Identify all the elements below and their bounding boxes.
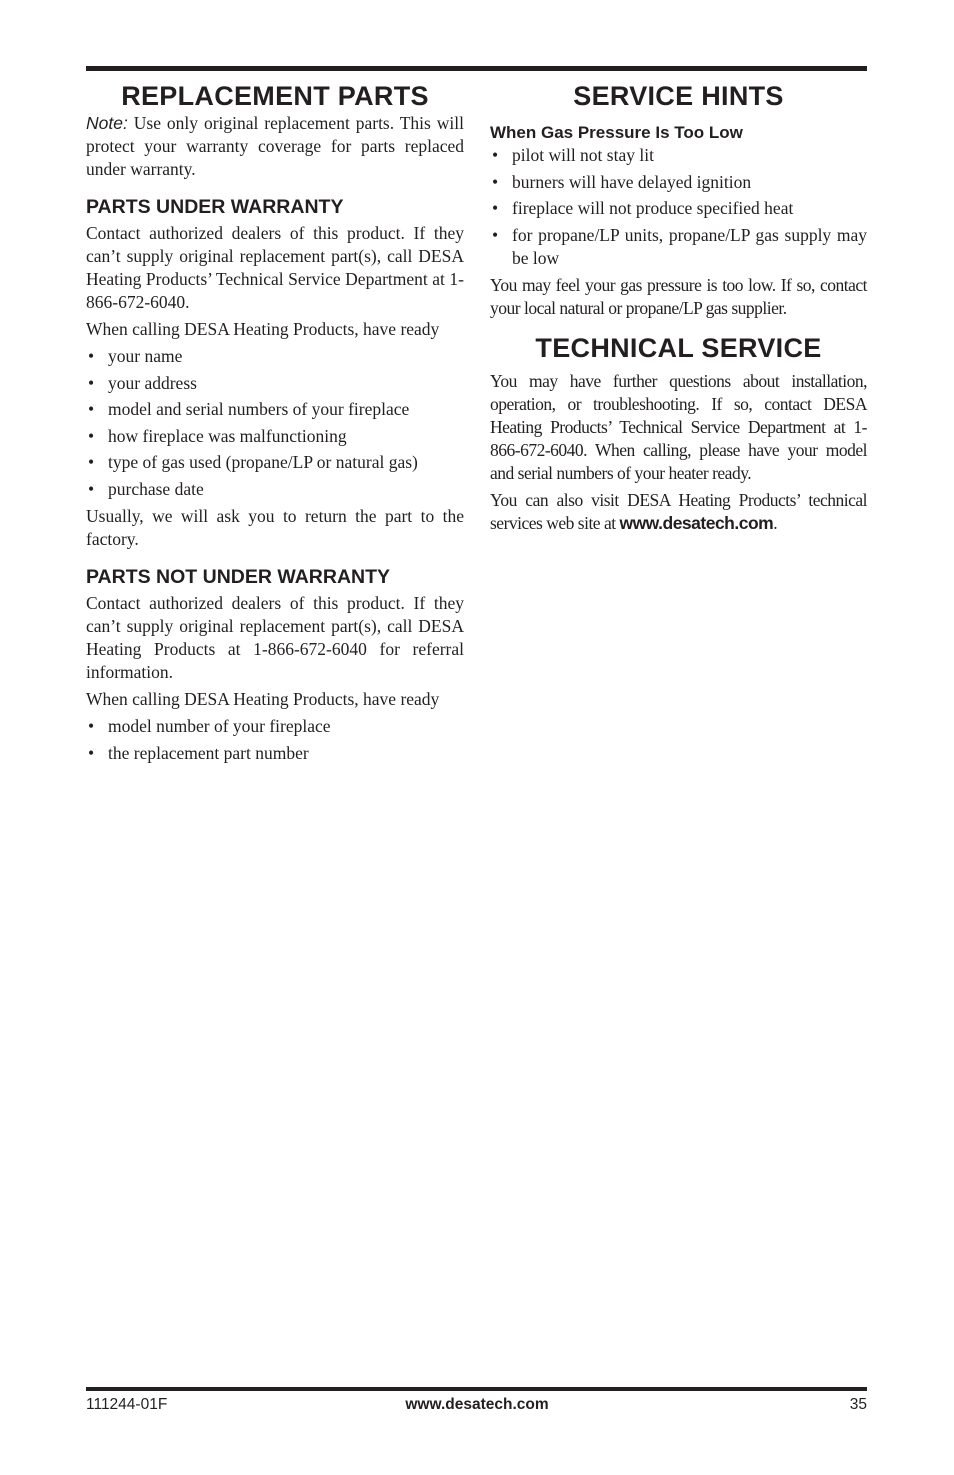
service-hints-title: SERVICE HINTS — [573, 81, 784, 111]
note-label: Note: — [86, 113, 128, 133]
list-item: • burners will have delayed ignition — [490, 171, 867, 194]
technical-service-para2 — [490, 489, 867, 535]
not-under-warranty-para1: Contact authorized dealers of this product. If they can’t supply original replacement part(s), call DESA Heating Products at 1-866-672-6040 for referral information. — [86, 592, 464, 682]
note-paragraph — [86, 112, 464, 181]
doc-number: 111244-01F — [86, 1396, 168, 1413]
list-item: • fireplace will not produce specified heat — [490, 197, 867, 220]
not-under-warranty-para2: When calling DESA Heating Products, have ready — [86, 688, 440, 709]
desatech-website-link[interactable]: www.desatech.com — [619, 512, 774, 533]
technical-service-para1: You may have further questions about installation, operation, or troubleshooting. If so, contact DESA Heating Products’ Technical Service Department at 1-866-672-6040. When calling, please have your model and serial numbers of your heater ready. — [490, 370, 867, 483]
replacement-parts-title: REPLACEMENT PARTS — [121, 81, 429, 111]
gas-pressure-para: You may feel your gas pressure is too low. If so, contact your local natural or propane/LP gas supplier. — [490, 274, 867, 318]
under-warranty-para3: Usually, we will ask you to return the part to the factory. — [86, 505, 464, 549]
right-column — [490, 80, 867, 539]
technical-service-para2-text: You can also visit DESA Heating Products’ technical services web site at — [490, 489, 867, 533]
under-warranty-para2: When calling DESA Heating Products, have ready — [86, 319, 440, 339]
left-column — [86, 80, 464, 769]
under-warranty-list — [86, 345, 464, 501]
parts-under-warranty-heading: PARTS UNDER WARRANTY — [86, 196, 344, 218]
bottom-rule — [86, 1387, 867, 1391]
parts-not-under-warranty-heading: PARTS NOT UNDER WARRANTY — [86, 565, 391, 588]
list-item: • model and serial numbers of your fireplace — [86, 398, 464, 421]
under-warranty-para1: Contact authorized dealers of this product. If they can’t supply original replacement part(s), call DESA Heating Products’ Technical Service Department at 1-866-672-6040. — [86, 223, 464, 312]
list-item: • your name — [86, 345, 464, 368]
note-text: Use only original replacement parts. This will protect your warranty coverage for parts replaced under warranty. — [86, 113, 464, 179]
list-item: • your address — [86, 372, 464, 395]
list-item: • the replacement part number — [86, 742, 464, 765]
top-rule — [86, 66, 867, 71]
list-item: • type of gas used (propane/LP or natural gas) — [86, 451, 464, 474]
list-item: • how fireplace was malfunctioning — [86, 425, 464, 448]
technical-service-title: TECHNICAL SERVICE — [535, 332, 822, 363]
list-item: • model number of your fireplace — [86, 715, 464, 738]
list-item: • purchase date — [86, 478, 464, 501]
service-hints-list — [490, 144, 867, 270]
page-number: 35 — [849, 1396, 867, 1413]
list-item: • pilot will not stay lit — [490, 144, 867, 167]
technical-service-para2-end: . — [773, 512, 778, 533]
not-under-warranty-list — [86, 715, 464, 765]
list-item: • for propane/LP units, propane/LP gas supply may be low — [490, 224, 867, 270]
gas-pressure-subheading: When Gas Pressure Is Too Low — [490, 123, 743, 142]
footer-website: www.desatech.com — [405, 1396, 549, 1413]
